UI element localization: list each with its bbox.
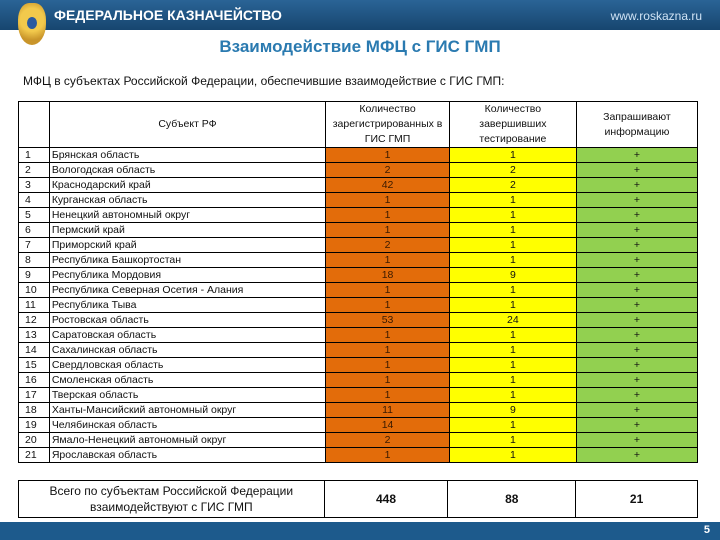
col-requesting: Запрашивают информацию	[576, 102, 697, 148]
requesting-flag: +	[576, 448, 697, 463]
registered-count: 14	[326, 418, 450, 433]
table-row	[19, 208, 698, 223]
table-row	[19, 448, 698, 463]
subject-name: Свердловская область	[49, 358, 325, 373]
subject-name: Вологодская область	[49, 163, 325, 178]
requesting-flag: +	[576, 238, 697, 253]
requesting-flag: +	[576, 223, 697, 238]
tested-count: 1	[449, 253, 576, 268]
tested-count: 9	[449, 403, 576, 418]
subject-name: Республика Северная Осетия - Алания	[49, 283, 325, 298]
registered-count: 2	[326, 238, 450, 253]
requesting-flag: +	[576, 178, 697, 193]
requesting-flag: +	[576, 433, 697, 448]
table-row	[19, 343, 698, 358]
registered-count: 42	[326, 178, 450, 193]
registered-count: 1	[326, 283, 450, 298]
table-row	[19, 298, 698, 313]
tested-count: 1	[449, 343, 576, 358]
tested-count: 2	[449, 178, 576, 193]
footer-bar	[0, 522, 720, 540]
requesting-flag: +	[576, 373, 697, 388]
subject-name: Саратовская область	[49, 328, 325, 343]
subject-name: Сахалинская область	[49, 343, 325, 358]
col-tested: Количество завершивших тестирование	[449, 102, 576, 148]
registered-count: 11	[326, 403, 450, 418]
table-row	[19, 223, 698, 238]
subject-name: Ненецкий автономный округ	[49, 208, 325, 223]
registered-count: 1	[326, 193, 450, 208]
registered-count: 1	[326, 358, 450, 373]
row-number: 14	[19, 343, 50, 358]
subject-name: Ярославская область	[49, 448, 325, 463]
subject-name: Смоленская область	[49, 373, 325, 388]
tested-count: 1	[449, 388, 576, 403]
row-number: 7	[19, 238, 50, 253]
tested-count: 24	[449, 313, 576, 328]
summary-requesting: 21	[576, 481, 698, 518]
org-name: ФЕДЕРАЛЬНОЕ КАЗНАЧЕЙСТВО	[54, 7, 282, 23]
tested-count: 9	[449, 268, 576, 283]
registered-count: 1	[326, 148, 450, 163]
requesting-flag: +	[576, 418, 697, 433]
requesting-flag: +	[576, 193, 697, 208]
registered-count: 1	[326, 253, 450, 268]
requesting-flag: +	[576, 328, 697, 343]
row-number: 2	[19, 163, 50, 178]
row-number: 9	[19, 268, 50, 283]
table-row	[19, 193, 698, 208]
requesting-flag: +	[576, 148, 697, 163]
registered-count: 1	[326, 388, 450, 403]
row-number: 19	[19, 418, 50, 433]
tested-count: 1	[449, 418, 576, 433]
row-number: 18	[19, 403, 50, 418]
row-number: 15	[19, 358, 50, 373]
table-row	[19, 403, 698, 418]
requesting-flag: +	[576, 343, 697, 358]
subject-name: Приморский край	[49, 238, 325, 253]
tested-count: 1	[449, 238, 576, 253]
row-number: 16	[19, 373, 50, 388]
table-row	[19, 163, 698, 178]
tested-count: 2	[449, 163, 576, 178]
subject-name: Пермский край	[49, 223, 325, 238]
row-number: 11	[19, 298, 50, 313]
tested-count: 1	[449, 148, 576, 163]
emblem-icon	[18, 3, 46, 45]
row-number: 21	[19, 448, 50, 463]
tested-count: 1	[449, 373, 576, 388]
registered-count: 18	[326, 268, 450, 283]
mfc-table	[18, 101, 698, 463]
tested-count: 1	[449, 223, 576, 238]
subject-name: Краснодарский край	[49, 178, 325, 193]
tested-count: 1	[449, 283, 576, 298]
row-number: 20	[19, 433, 50, 448]
tested-count: 1	[449, 298, 576, 313]
table-row	[19, 328, 698, 343]
registered-count: 1	[326, 208, 450, 223]
registered-count: 1	[326, 223, 450, 238]
table-row	[19, 178, 698, 193]
registered-count: 1	[326, 328, 450, 343]
requesting-flag: +	[576, 283, 697, 298]
subject-name: Брянская область	[49, 148, 325, 163]
tested-count: 1	[449, 433, 576, 448]
registered-count: 1	[326, 343, 450, 358]
subject-name: Ямало-Ненецкий автономный округ	[49, 433, 325, 448]
table-row	[19, 358, 698, 373]
tested-count: 1	[449, 448, 576, 463]
row-number: 3	[19, 178, 50, 193]
page-number: 5	[703, 524, 710, 536]
row-number: 6	[19, 223, 50, 238]
registered-count: 1	[326, 448, 450, 463]
subject-name: Ростовская область	[49, 313, 325, 328]
subject-name: Республика Башкортостан	[49, 253, 325, 268]
table-row	[19, 148, 698, 163]
row-number: 10	[19, 283, 50, 298]
subject-name: Челябинская область	[49, 418, 325, 433]
subject-name: Республика Тыва	[49, 298, 325, 313]
registered-count: 53	[326, 313, 450, 328]
row-number: 8	[19, 253, 50, 268]
page-title: Взаимодействие МФЦ с ГИС ГМП	[219, 37, 501, 56]
summary-tested: 88	[448, 481, 576, 518]
row-number: 5	[19, 208, 50, 223]
registered-count: 1	[326, 298, 450, 313]
subject-name: Ханты-Мансийский автономный округ	[49, 403, 325, 418]
site-url[interactable]: www.roskazna.ru	[610, 9, 702, 23]
registered-count: 2	[326, 433, 450, 448]
table-row	[19, 373, 698, 388]
summary-label: Всего по субъектам Российской Федерации взаимодействуют с ГИС ГМП	[19, 481, 325, 518]
table-row	[19, 253, 698, 268]
col-subject: Субъект РФ	[49, 102, 325, 148]
row-number: 17	[19, 388, 50, 403]
subtitle: МФЦ в субъектах Российской Федерации, обеспечившие взаимодействие с ГИС ГМП:	[23, 74, 505, 88]
table-row	[19, 283, 698, 298]
table-row	[19, 388, 698, 403]
row-number: 1	[19, 148, 50, 163]
subject-name: Курганская область	[49, 193, 325, 208]
table-row	[19, 418, 698, 433]
row-number: 4	[19, 193, 50, 208]
summary-row	[19, 481, 698, 518]
registered-count: 1	[326, 373, 450, 388]
requesting-flag: +	[576, 403, 697, 418]
requesting-flag: +	[576, 313, 697, 328]
table-row	[19, 238, 698, 253]
requesting-flag: +	[576, 268, 697, 283]
tested-count: 1	[449, 208, 576, 223]
subject-name: Республика Мордовия	[49, 268, 325, 283]
requesting-flag: +	[576, 253, 697, 268]
row-number: 13	[19, 328, 50, 343]
requesting-flag: +	[576, 298, 697, 313]
col-registered: Количество зарегистрированных в ГИС ГМП	[326, 102, 450, 148]
requesting-flag: +	[576, 388, 697, 403]
header-bar	[0, 0, 720, 30]
table-row	[19, 268, 698, 283]
tested-count: 1	[449, 358, 576, 373]
row-number: 12	[19, 313, 50, 328]
registered-count: 2	[326, 163, 450, 178]
tested-count: 1	[449, 328, 576, 343]
summary-table	[18, 480, 698, 518]
table-row	[19, 433, 698, 448]
summary-registered: 448	[324, 481, 448, 518]
requesting-flag: +	[576, 358, 697, 373]
requesting-flag: +	[576, 163, 697, 178]
subject-name: Тверская область	[49, 388, 325, 403]
table-row	[19, 313, 698, 328]
tested-count: 1	[449, 193, 576, 208]
requesting-flag: +	[576, 208, 697, 223]
table-header	[19, 102, 698, 148]
